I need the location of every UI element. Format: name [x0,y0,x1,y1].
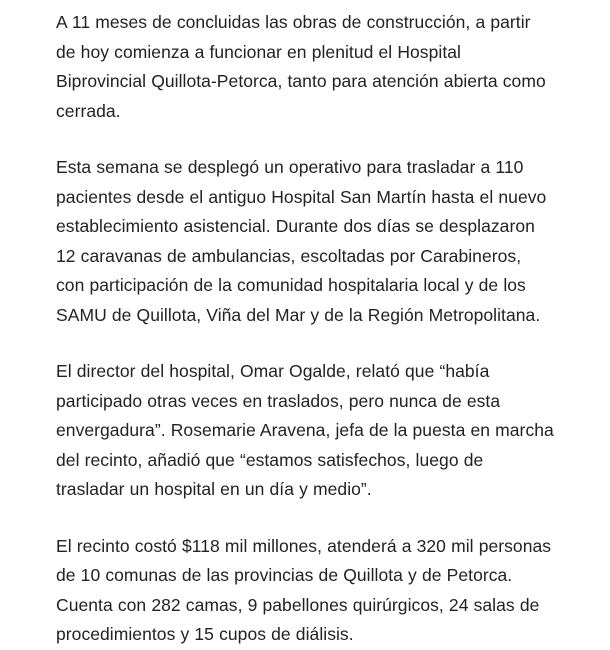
article-paragraph-4: El recinto costó $118 mil millones, atenderá a 320 mil personas de 10 comunas de las provincias de Quillota y de Petorca. Cuenta con 282 camas, 9 pabellones quirúrgicos, 24 salas de procedimientos y 15 cupos de diálisis. [56,535,552,644]
article-paragraph-3: El director del hospital, Omar Ogalde, relató que “había participado otras veces en traslados, pero nunca de esta envergadura”. Rosemarie Aravena, jefa de la puesta en marcha del recinto, añadió que “estamos satisfechos, luego de trasladar un hospital en un día y medio”. [56,361,554,499]
article-paragraph-2: Esta semana se desplegó un operativo para trasladar a 110 pacientes desde el antiguo Hospital San Martín hasta el nuevo establecimiento asistencial. Durante dos días se desplazaron 12 caravanas de ambulancias, escoltadas por Carabineros, con participación de la comunidad hospitalaria local y de los SAMU de Quillota, Viña del Mar y de la Región Metropolitana. [56,157,547,325]
article-paragraph-1: A 11 meses de concluidas las obras de construcción, a partir de hoy comienza a funcionar en plenitud el Hospital Biprovincial Quillota-Petorca, tanto para atención abierta como cerrada. [56,12,546,121]
